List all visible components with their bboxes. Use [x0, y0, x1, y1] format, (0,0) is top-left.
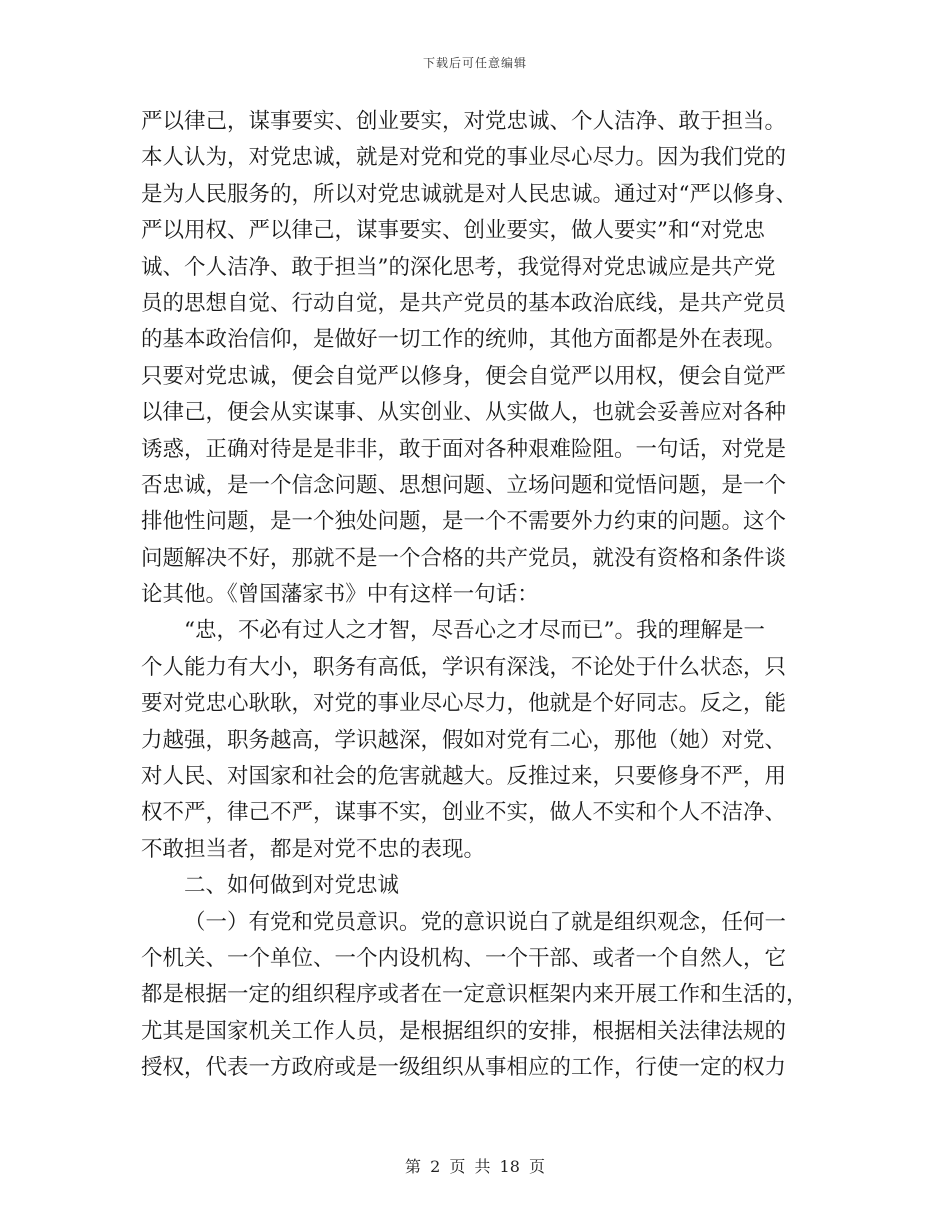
- text-line: 诚、个人洁净、敢于担当”的深化思考，我觉得对党忠诚应是共产党: [141, 254, 776, 280]
- text-line: 是为人民服务的，所以对党忠诚就是对人民忠诚。通过对“严以修身、: [141, 181, 797, 207]
- text-line: 要对党忠心耿耿，对党的事业尽心尽力，他就是个好同志。反之，能: [141, 691, 787, 717]
- text-line: 以律己，便会从实谋事、从实创业、从实做人，也就会妥善应对各种: [141, 400, 787, 426]
- text-line: 不敢担当者，都是对党不忠的表现。: [141, 836, 486, 862]
- body-text: [141, 104, 809, 1087]
- page-header: 下载后可任意编辑: [422, 56, 527, 70]
- text-line: 论其他。《曾国藩家书》中有这样一句话：: [141, 582, 539, 608]
- paragraph-start-line: “忠，不必有过人之才智，尽吾心之才尽而已”。我的理解是一: [184, 618, 765, 644]
- text-line: 尤其是国家机关工作人员，是根据组织的安排，根据相关法律法规的: [141, 1018, 787, 1044]
- text-line: 严以律己，谋事要实、创业要实，对党忠诚、个人洁净、敢于担当。: [141, 109, 787, 134]
- page-footer: 第 2 页 共 18 页: [405, 1157, 545, 1176]
- text-line: 否忠诚，是一个信念问题、思想问题、立场问题和觉悟问题，是一个: [141, 472, 787, 498]
- text-line: 权不严，律己不严，谋事不实，创业不实，做人不实和个人不洁净、: [141, 800, 787, 826]
- text-line: 的基本政治信仰，是做好一切工作的统帅，其他方面都是外在表现。: [141, 327, 787, 353]
- text-line: 只要对党忠诚，便会自觉严以修身，便会自觉严以用权，便会自觉严: [141, 363, 787, 389]
- text-line: 问题解决不好，那就不是一个合格的共产党员，就没有资格和条件谈: [141, 545, 787, 571]
- text-line: 力越强，职务越高，学识越深，假如对党有二心，那他（她）对党、: [141, 727, 787, 753]
- text-line: 对人民、对国家和社会的危害就越大。反推过来，只要修身不严，用: [141, 764, 787, 790]
- text-line: 诱惑，正确对待是是非非，敢于面对各种艰难险阻。一句话，对党是: [141, 436, 787, 462]
- text-line: 员的思想自觉、行动自觉，是共产党员的基本政治底线，是共产党员: [141, 290, 787, 316]
- text-line: 个机关、一个单位、一个内设机构、一个干部、或者一个自然人，它: [141, 945, 787, 971]
- text-line: 授权，代表一方政府或是一级组织从事相应的工作，行使一定的权力: [141, 1055, 787, 1081]
- section-heading: 二、如何做到对党忠诚: [184, 873, 400, 899]
- paragraph-start-line: （一）有党和党员意识。党的意识说白了就是组织观念，任何一: [184, 909, 787, 935]
- text-line: 个人能力有大小，职务有高低，学识有深浅，不论处于什么状态，只: [141, 654, 787, 680]
- text-line: 本人认为，对党忠诚，就是对党和党的事业尽心尽力。因为我们党的: [141, 145, 787, 171]
- text-line: 排他性问题，是一个独处问题，是一个不需要外力约束的问题。这个: [141, 509, 787, 535]
- text-line: 都是根据一定的组织程序或者在一定意识框架内来开展工作和生活的，: [141, 982, 808, 1008]
- text-line: 严以用权、严以律己，谋事要实、创业要实，做人要实”和“对党忠: [141, 218, 765, 244]
